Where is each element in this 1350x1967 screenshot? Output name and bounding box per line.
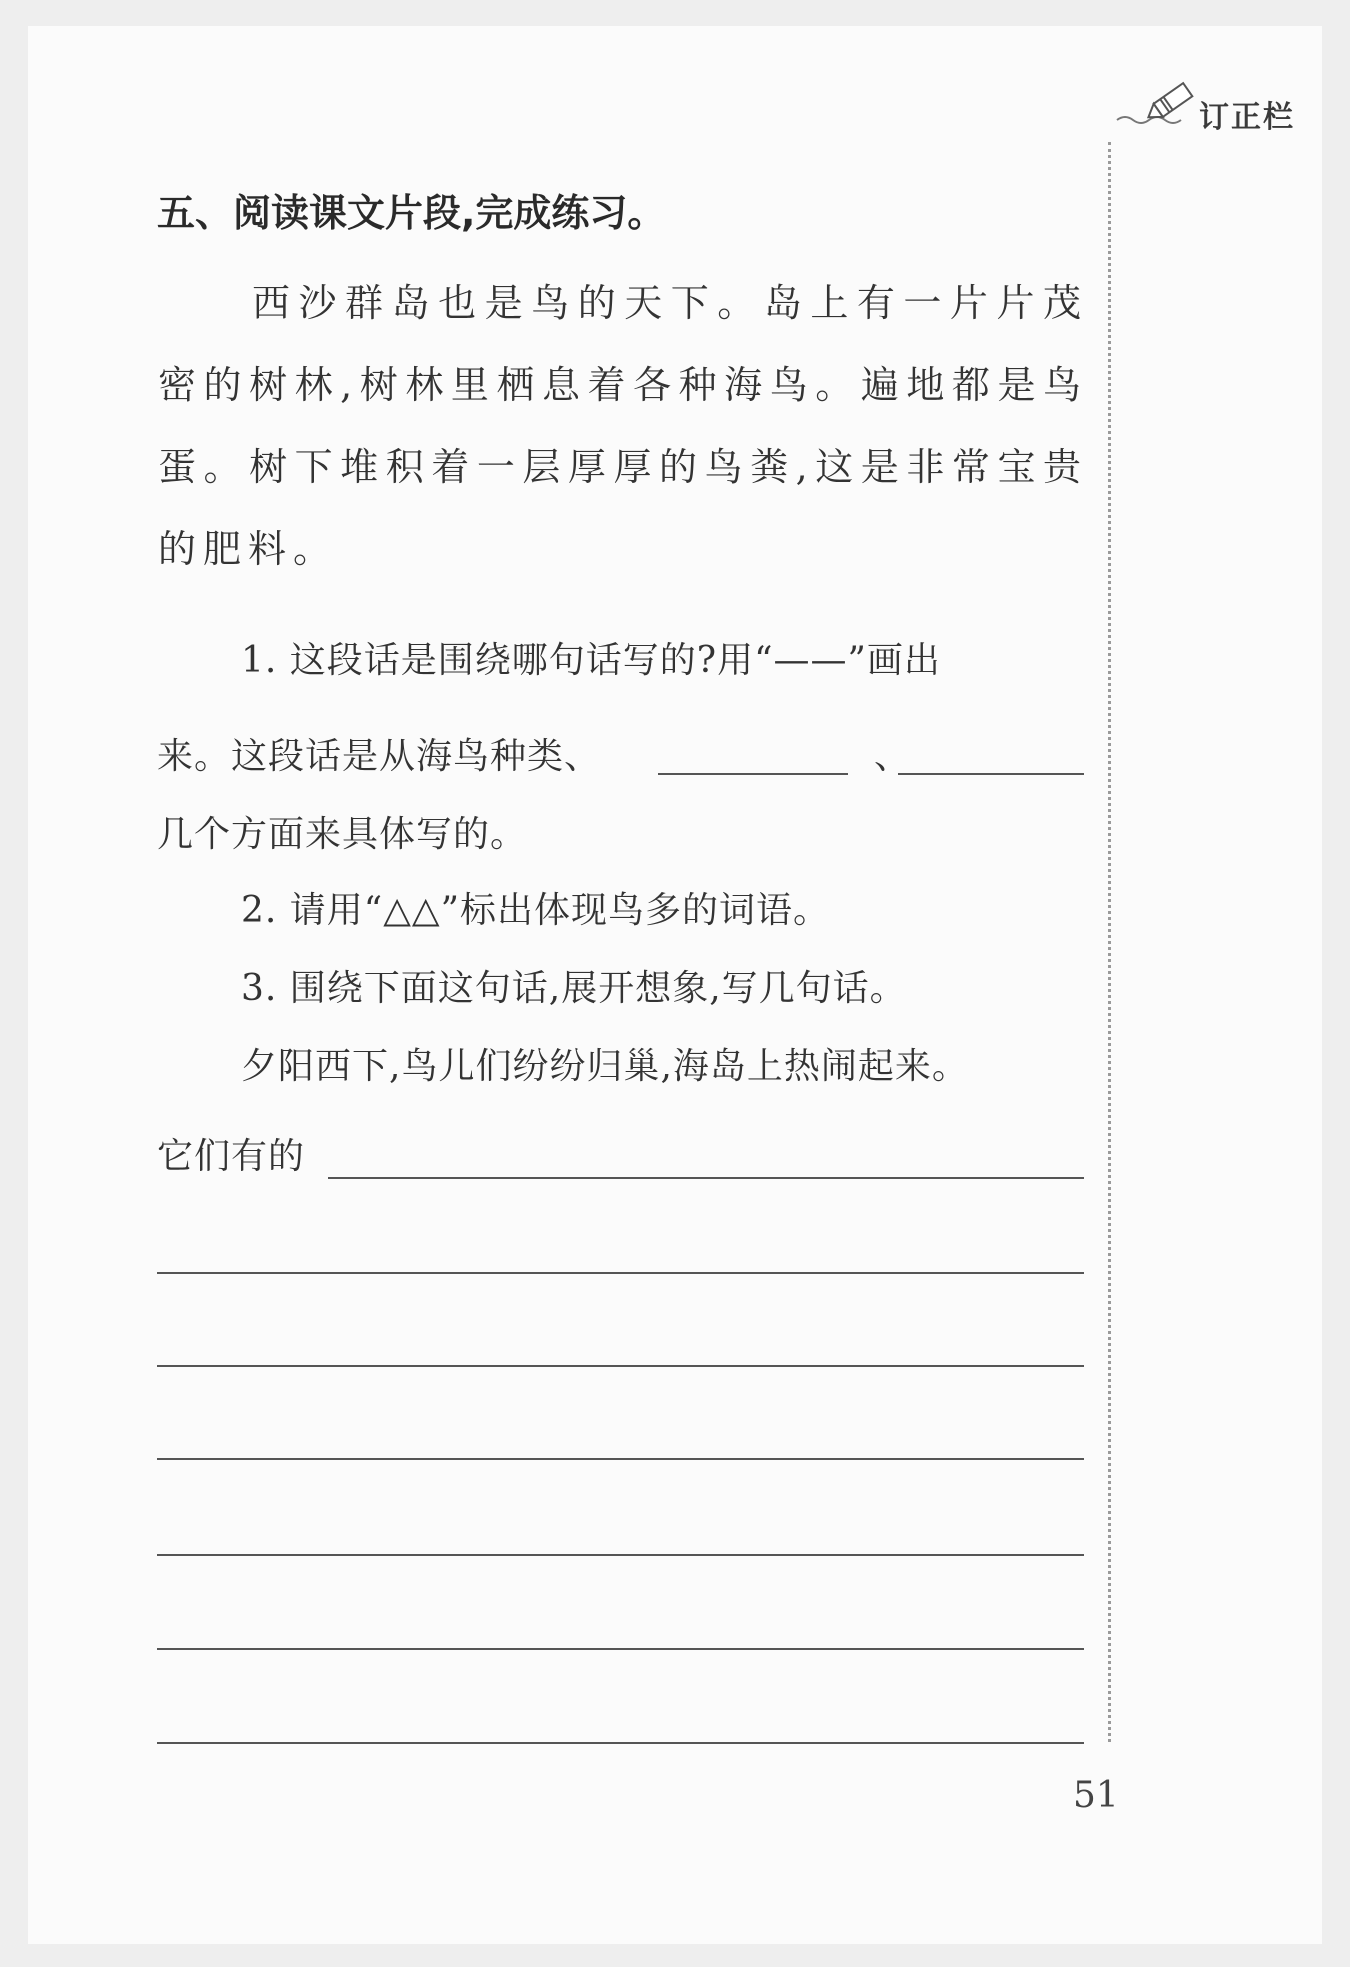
- answer-blank-1[interactable]: [658, 773, 848, 775]
- page-number: 51: [1073, 1775, 1119, 1816]
- correction-column-header: [1115, 92, 1315, 135]
- exercise-title: 五、阅读课文片段,完成练习。: [157, 191, 666, 235]
- question-1-line-3: 几个方面来具体写的。: [157, 814, 528, 855]
- answer-line-7[interactable]: [157, 1742, 1084, 1744]
- question-1-line-2: 来。这段话是从海鸟种类、: [157, 736, 602, 777]
- question-2: 2. 请用“△△”标出体现鸟多的词语。: [241, 890, 830, 931]
- answer-line-1[interactable]: [328, 1177, 1084, 1179]
- question-3-prompt-sentence: 夕阳西下,鸟儿们纷纷归巢,海岛上热闹起来。: [241, 1046, 969, 1087]
- answer-prefix: 它们有的: [157, 1136, 306, 1177]
- answer-line-5[interactable]: [157, 1554, 1084, 1556]
- question-1-line-1: 1. 这段话是围绕哪句话写的?用“——”画出: [241, 640, 941, 681]
- question-1-separator: 、: [874, 736, 912, 777]
- answer-blank-2[interactable]: [898, 773, 1084, 775]
- question-3: 3. 围绕下面这句话,展开想象,写几句话。: [241, 968, 907, 1009]
- margin-divider: [1108, 142, 1111, 1742]
- answer-line-3[interactable]: [157, 1365, 1084, 1367]
- answer-line-6[interactable]: [157, 1648, 1084, 1650]
- answer-line-4[interactable]: [157, 1458, 1084, 1460]
- correction-column-label: 订正栏: [1199, 100, 1295, 135]
- pencil-icon: [1115, 70, 1205, 140]
- reading-passage: 西沙群岛也是鸟的天下。岛上有一片片茂密的树林,树林里栖息着各种海鸟。遍地都是鸟蛋。树下堆积着一层厚厚的鸟粪,这是非常宝贵的肥料。: [158, 281, 1088, 571]
- answer-line-2[interactable]: [157, 1272, 1084, 1274]
